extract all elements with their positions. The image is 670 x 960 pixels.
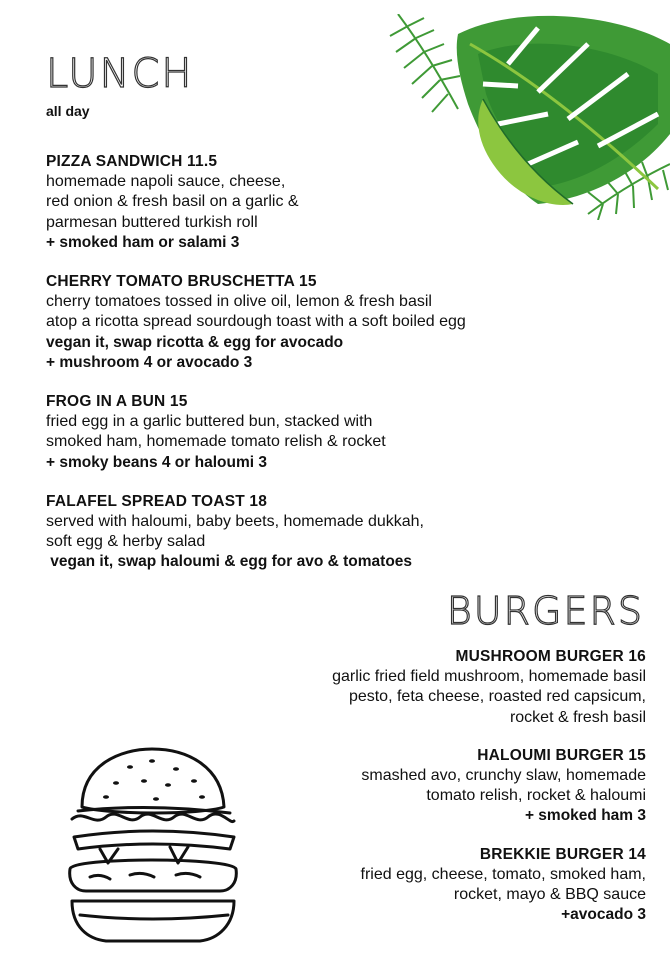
item-title: FALAFEL SPREAD TOAST 18 [46, 492, 268, 510]
menu-item-haloumi-burger [266, 746, 646, 827]
menu-item-cherry-tomato-bruschetta [46, 272, 566, 373]
menu-item-frog-in-a-bun [46, 392, 566, 473]
item-extra: +avocado 3 [561, 906, 646, 924]
lunch-subheading: all day [46, 103, 90, 119]
item-description: soft egg & herby salad [46, 533, 206, 551]
burger-menu-list [266, 647, 646, 943]
item-description: rocket, mayo & BBQ sauce [453, 886, 646, 904]
menu-item-brekkie-burger [266, 845, 646, 926]
item-description: smashed avo, crunchy slaw, homemade [361, 767, 646, 785]
item-title: BREKKIE BURGER 14 [479, 845, 646, 863]
item-extra: + smoked ham 3 [524, 807, 646, 825]
item-description: fried egg in a garlic buttered bun, stacked with [46, 413, 373, 431]
menu-item-mushroom-burger [266, 647, 646, 728]
item-description: rocket & fresh basil [509, 708, 646, 726]
item-description: served with haloumi, baby beets, homemade dukkah, [46, 513, 424, 531]
item-extra: vegan it, swap ricotta & egg for avocado [46, 333, 344, 351]
item-description: cherry tomatoes tossed in olive oil, lemon & fresh basil [46, 293, 432, 311]
item-title: FROG IN A BUN 15 [46, 393, 188, 411]
item-description: red onion & fresh basil on a garlic & [46, 193, 299, 211]
lunch-menu-list [46, 152, 566, 592]
item-description: fried egg, cheese, tomato, smoked ham, [360, 865, 646, 883]
item-description: pesto, feta cheese, roasted red capsicum, [348, 688, 646, 706]
item-title: PIZZA SANDWICH 11.5 [46, 153, 218, 170]
item-description: atop a ricotta spread sourdough toast with a soft boiled egg [46, 313, 466, 331]
item-description: tomato relish, rocket & haloumi [426, 787, 646, 805]
item-description: parmesan buttered turkish roll [46, 213, 258, 231]
menu-item-pizza-sandwich [46, 152, 566, 253]
item-title: MUSHROOM BURGER 16 [455, 648, 646, 665]
lunch-heading: LUNCH [46, 51, 194, 97]
burger-illustration [60, 745, 242, 945]
item-description: garlic fried field mushroom, homemade basil [332, 668, 646, 686]
item-description: smoked ham, homemade tomato relish & rocket [46, 433, 386, 451]
item-title: HALOUMI BURGER 15 [477, 746, 646, 764]
item-description: homemade napoli sauce, cheese, [46, 173, 286, 191]
item-extra: + mushroom 4 or avocado 3 [46, 353, 253, 371]
item-extra: + smoked ham or salami 3 [46, 233, 240, 251]
burgers-heading: BURGERS [446, 589, 644, 633]
item-extra: vegan it, swap haloumi & egg for avo & tomatoes [46, 553, 413, 571]
menu-item-falafel-spread-toast [46, 492, 566, 573]
item-extra: + smoky beans 4 or haloumi 3 [46, 453, 267, 471]
item-title: CHERRY TOMATO BRUSCHETTA 15 [46, 273, 317, 291]
